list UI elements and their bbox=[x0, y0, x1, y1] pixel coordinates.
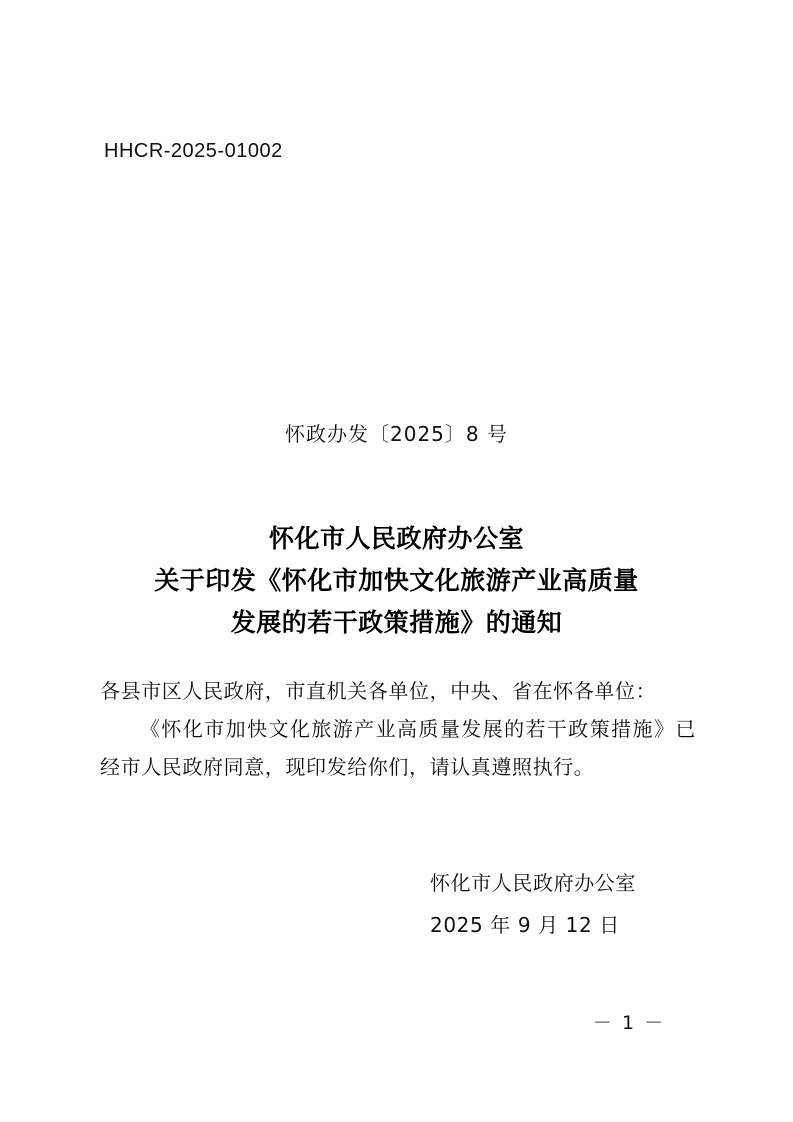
title-line-2: 关于印发《怀化市加快文化旅游产业高质量 bbox=[154, 566, 639, 595]
document-number: HHCR-2025-01002 bbox=[104, 140, 283, 162]
signature-organization: 怀化市人民政府办公室 bbox=[430, 871, 636, 895]
issue-number-line: 怀政办发〔2025〕8 号 bbox=[285, 422, 508, 446]
signature-block bbox=[0, 862, 793, 946]
title-line-3: 发展的若干政策措施》的通知 bbox=[230, 608, 563, 637]
signature-date: 2025 年 9 月 12 日 bbox=[430, 913, 620, 937]
document-title bbox=[0, 518, 793, 644]
page-footer bbox=[0, 1008, 793, 1035]
salutation: 各县市区人民政府，市直机关各单位，中央、省在怀各单位： bbox=[100, 679, 657, 703]
page-number-label: － 1 － bbox=[592, 1012, 666, 1034]
title-line-1: 怀化市人民政府办公室 bbox=[268, 524, 524, 553]
body-paragraph: 《怀化市加快文化旅游产业高质量发展的若干政策措施》已经市人民政府同意，现印发给你们，请认真遵照执行。 bbox=[100, 717, 696, 779]
document-body bbox=[100, 672, 696, 786]
